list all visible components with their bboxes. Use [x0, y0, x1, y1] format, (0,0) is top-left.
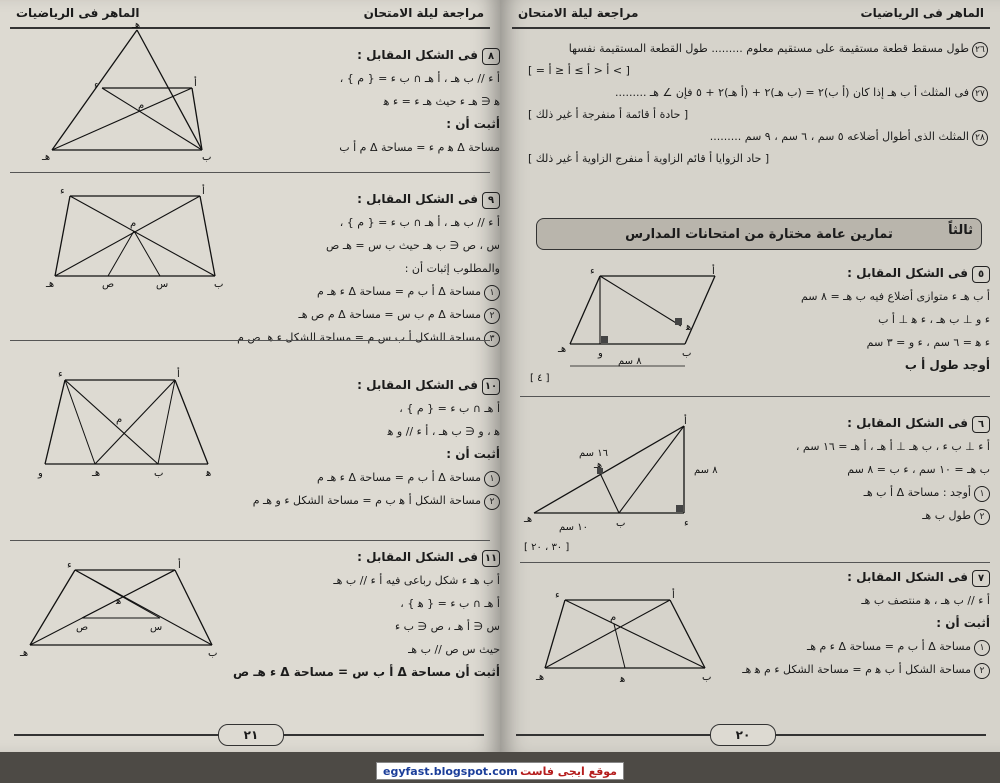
problem-number: ٧ — [972, 570, 990, 587]
svg-text:ﻫ: ﻫ — [620, 674, 626, 685]
svg-text:ب: ب — [208, 648, 218, 659]
problem-line: س ، ص ∈ ب هـ حيث ب س = هـ ص — [326, 239, 500, 252]
separator — [10, 340, 490, 341]
problem-7: ٧فى الشكل المقابل : أ ء // ب هـ ، ﻫ منتصف ب هـ أثبت أن : ١مساحة Δ أ ب م = مساحة Δ ء م هـ ٢مساحة الشكل أ ب ﻫ م = مساحة الشكل ء م ﻫ هـ — [712, 566, 990, 681]
problem-line: ء و ⊥ ب هـ ، ء ﻫ ⊥ أ ب — [878, 313, 990, 326]
svg-text:أ: أ — [202, 186, 205, 197]
figure-6 — [524, 418, 724, 558]
problem-line: أ ب هـ ء شكل رباعى فيه أ ء // ب هـ — [333, 574, 500, 587]
right-header — [512, 0, 990, 26]
section-title: تمارين عامة مختارة من امتحانات المدارس — [625, 226, 893, 242]
problem-line: أ ب هـ ء متوازى أضلاع فيه ب هـ = ٨ سم — [800, 290, 990, 303]
svg-text:ﻫ: ﻫ — [206, 468, 212, 479]
svg-text:أ: أ — [194, 78, 197, 89]
svg-text:ء: ء — [555, 590, 560, 601]
svg-text:و: و — [598, 348, 603, 359]
svg-text:هـ: هـ — [46, 279, 55, 290]
page-number-left: ٢١ — [218, 724, 284, 746]
svg-text:ﻫ: ﻫ — [116, 596, 122, 607]
problem-line: ﻫ ، و ∈ ب هـ ، أ ء // و ﻫ — [387, 425, 500, 438]
problem-8 — [210, 44, 500, 159]
problem-heading: فى الشكل المقابل : — [357, 378, 478, 392]
svg-text:هـ: هـ — [20, 648, 29, 659]
problem-line: ب هـ = ١٠ سم ، ء ب = ٨ سم — [847, 463, 990, 476]
svg-text:أ: أ — [177, 369, 180, 380]
problem-line: س ∈ أ هـ ، ص ∈ ب ء — [394, 620, 500, 633]
svg-text:ء: ء — [94, 80, 99, 91]
problem-line: أ هـ ∩ ب ء = { ﻫ } ، — [400, 597, 500, 610]
answer-ref: [ ٤ ] — [530, 373, 550, 384]
svg-text:م: م — [610, 612, 617, 623]
svg-text:أ: أ — [684, 416, 687, 427]
problem-heading: فى الشكل المقابل : — [357, 192, 478, 206]
mcq-question: طول مسقط قطعة مستقيمة على مستقيم معلوم ......... طول القطعة المستقيمة نفسها — [568, 42, 969, 55]
mcq-question: فى المثلث أ ب هـ إذا كان (أ ب)٢ = (ب هـ)٢ + (أ هـ)٢ + ٥ فإن ∠ هـ ......... — [614, 86, 969, 99]
problem-heading: فى الشكل المقابل : — [357, 48, 478, 62]
mcq-number: ٢٦ — [972, 42, 988, 58]
problem-number: ٦ — [972, 416, 990, 433]
problem-line: أ ء // ب هـ ، ﻫ منتصف ب هـ — [861, 594, 990, 607]
separator — [10, 540, 490, 541]
figure-9 — [46, 186, 224, 292]
problem-line: ء ﻫ = ٦ سم ، ء و = ٣ سم — [866, 336, 990, 349]
right-header-rule — [512, 27, 990, 29]
problem-6: ٦فى الشكل المقابل : أ ء ⊥ ب ء ، ب هـ ⊥ أ هـ ، أ هـ = ١٦ سم ، ب هـ = ١٠ سم ، ء ب = ٨ سم ١أوجد : مساحة Δ أ ب هـ ٢طول ب هـ — [712, 412, 990, 527]
svg-text:ﻫ: ﻫ — [686, 322, 692, 333]
dim-label: ٨ سم — [618, 356, 642, 367]
svg-text:هـ: هـ — [558, 344, 567, 355]
svg-text:ب: ب — [202, 152, 212, 163]
mcq-choices: [ حاد الزوايا أ قائم الزاوية أ منفرج الزاوية أ غير ذلك ] — [528, 152, 770, 165]
svg-text:أ: أ — [712, 266, 715, 277]
problem-line: أ ء // ب هـ ، أ هـ ∩ ب ء = { م } ، — [339, 72, 500, 85]
page-number-right: ٢٠ — [710, 724, 776, 746]
figure-10 — [38, 369, 220, 482]
problem-line: مساحة Δ م ب س = مساحة Δ م ص هـ — [298, 308, 481, 321]
section-tag: ثالثاً — [948, 223, 973, 238]
problem-line: مساحة الشكل أ ب س م = مساحة الشكل ء هـ ص م — [237, 331, 481, 344]
mcq-item — [528, 126, 988, 148]
problem-heading: فى الشكل المقابل : — [847, 570, 968, 584]
right-header-subject: مراجعة ليلة الامتحان — [518, 6, 639, 20]
svg-text:هـ: هـ — [536, 672, 545, 683]
svg-text:ب: ب — [702, 672, 712, 683]
problem-number: ٩ — [482, 192, 500, 209]
svg-text:أ: أ — [672, 590, 675, 601]
svg-text:و: و — [38, 468, 43, 479]
problem-line: أ ء ⊥ ب ء ، ب هـ ⊥ أ هـ ، أ هـ = ١٦ سم ، — [795, 440, 990, 453]
mcq-choices: [ حادة أ قائمة أ منفرجة أ غير ذلك ] — [528, 108, 689, 121]
svg-text:ص: ص — [102, 279, 115, 290]
separator — [10, 172, 490, 173]
separator — [520, 562, 990, 563]
svg-text:ء: ء — [590, 266, 595, 277]
figure-7 — [536, 590, 720, 700]
figure-5 — [530, 266, 730, 386]
separator — [520, 396, 990, 397]
problem-line: والمطلوب إثبات أن : — [404, 262, 500, 275]
figure-11 — [20, 560, 220, 660]
problem-number: ٨ — [482, 48, 500, 65]
problem-line: أوجد : مساحة Δ أ ب هـ — [863, 486, 971, 499]
answer-ref: [ ٣٠ ، ٢٠ ] — [524, 542, 570, 553]
svg-text:م: م — [130, 218, 137, 229]
svg-text:س: س — [150, 622, 163, 633]
problem-number: ٥ — [972, 266, 990, 283]
problem-line: طول ب هـ — [922, 509, 971, 522]
prove-line: أثبت أن مساحة Δ أ ب س = مساحة Δ ء هـ ص — [233, 665, 500, 679]
problem-11 — [210, 546, 500, 684]
mcq-number: ٢٧ — [972, 86, 988, 102]
watermark-url: egyfast.blogspot.com — [383, 764, 518, 778]
dim-label: ١٠ سم — [559, 522, 588, 533]
problem-heading: فى الشكل المقابل : — [357, 550, 478, 564]
problem-line: أوجد طول أ ب — [904, 358, 990, 372]
problem-line: مساحة Δ أ ب م = مساحة Δ ء هـ م — [316, 285, 481, 298]
right-page — [500, 0, 1000, 752]
problem-number: ١٠ — [482, 378, 500, 395]
problem-10: ١٠فى الشكل المقابل : أ هـ ∩ ب ء = { م } ، ﻫ ، و ∈ ب هـ ، أ ء // و ﻫ أثبت أن : ١مساحة Δ أ ب م = مساحة Δ ء هـ م ٢مساحة الشكل أ ﻫ ب م = مساحة الشكل ء و هـ م — [210, 374, 500, 512]
problem-5 — [730, 262, 990, 377]
dim-label: ١٦ سم — [579, 448, 608, 459]
svg-text:هـ: هـ — [42, 152, 51, 163]
prove-heading: أثبت أن : — [446, 117, 500, 131]
problem-line: مساحة Δ ﻫ م ء = مساحة Δ م أ ب — [339, 141, 500, 154]
svg-text:هـ: هـ — [92, 468, 101, 479]
mcq-choices: [ > أ < أ ≥ أ ≤ أ = ] — [528, 64, 630, 77]
problem-line: حيث س ص // ب هـ — [408, 643, 500, 656]
svg-text:ب: ب — [154, 468, 164, 479]
watermark-site: موقع ايجى فاست — [520, 764, 617, 778]
problem-line: أ ء // ب هـ ، أ هـ ∩ ب ء = { م } ، — [339, 216, 500, 229]
watermark — [376, 762, 624, 780]
svg-text:ب: ب — [616, 518, 626, 529]
section-banner — [536, 218, 982, 250]
figure-8 — [42, 20, 232, 165]
svg-text:هـ: هـ — [594, 460, 603, 471]
left-header-rule — [10, 27, 490, 29]
mcq-item — [528, 82, 988, 104]
problem-line: مساحة الشكل أ ب ﻫ م = مساحة الشكل ء م ﻫ هـ — [742, 663, 971, 676]
svg-text:ء: ء — [67, 560, 72, 571]
problem-line: مساحة الشكل أ ﻫ ب م = مساحة الشكل ء و هـ م — [252, 494, 481, 507]
svg-text:ء: ء — [60, 186, 65, 197]
mcq-list — [528, 38, 988, 170]
mcq-number: ٢٨ — [972, 130, 988, 146]
dim-label: ٨ سم — [694, 465, 718, 476]
svg-text:ء: ء — [58, 369, 63, 380]
left-header — [10, 0, 490, 26]
left-header-book: الماهر فى الرياضيات — [16, 6, 140, 20]
svg-text:ء: ء — [684, 518, 689, 529]
svg-text:م: م — [116, 414, 123, 425]
problem-line: أ هـ ∩ ب ء = { م } ، — [399, 402, 500, 415]
mcq-item — [528, 38, 988, 60]
svg-text:هـ: هـ — [524, 514, 533, 525]
problem-line: ﻫ ∈ هـ ء حيث هـ ء = ء ﻫ — [383, 95, 500, 108]
problem-line: مساحة Δ أ ب م = مساحة Δ ء هـ م — [316, 471, 481, 484]
svg-text:م: م — [138, 100, 145, 111]
svg-text:ب: ب — [214, 279, 224, 290]
left-header-subject: مراجعة ليلة الامتحان — [363, 6, 484, 20]
problem-9: ٩فى الشكل المقابل : أ ء // ب هـ ، أ هـ ∩ ب ء = { م } ، س ، ص ∈ ب هـ حيث ب س = هـ ص والمطلوب إثبات أن : ١مساحة Δ أ ب م = مساحة Δ ء هـ م ٢مساحة Δ م ب س = مساحة Δ م ص هـ ٣مساحة الشكل أ ب س م = مساحة الشكل ء هـ ص م — [210, 188, 500, 349]
svg-text:س: س — [156, 279, 169, 290]
problem-line: مساحة Δ أ ب م = مساحة Δ ء م هـ — [806, 640, 971, 653]
svg-text:ص: ص — [76, 622, 89, 633]
prove-heading: أثبت أن : — [446, 447, 500, 461]
mcq-question: المثلث الذى أطوال أضلاعه ٥ سم ، ٦ سم ، ٩ سم ......... — [709, 130, 969, 143]
problem-number: ١١ — [482, 550, 500, 567]
left-page — [0, 0, 500, 752]
prove-heading: أثبت أن : — [936, 616, 990, 630]
svg-text:أ: أ — [178, 560, 181, 571]
svg-text:ب: ب — [682, 348, 692, 359]
right-header-book: الماهر فى الرياضيات — [860, 6, 984, 20]
svg-text:هـ: هـ — [132, 20, 141, 31]
problem-heading: فى الشكل المقابل : — [847, 416, 968, 430]
problem-heading: فى الشكل المقابل : — [847, 266, 968, 280]
